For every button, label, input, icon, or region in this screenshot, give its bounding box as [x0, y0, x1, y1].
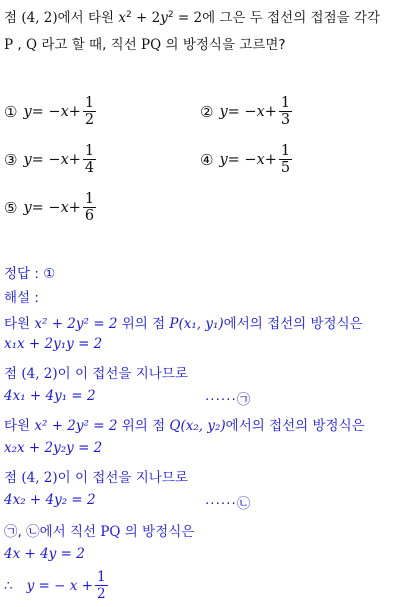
math-var: y: [23, 200, 32, 216]
choice-1[interactable]: [4, 92, 96, 132]
fraction-denominator: 2: [84, 112, 95, 128]
math-var: x: [60, 104, 69, 120]
fraction-denominator: 6: [84, 208, 95, 224]
math-var: x: [256, 152, 265, 168]
point-q: Q(x₂, y₂): [169, 418, 226, 434]
fraction: [83, 192, 96, 224]
problem-text: 의 방정식을 고르면?: [161, 37, 286, 53]
problem-line-1: [4, 6, 380, 26]
solution-text: 타원: [4, 316, 35, 332]
solution-line-4: 4x₁ + 4y₁ = 2: [4, 388, 96, 404]
solution-text: 에서의 접선의 방정식은: [225, 418, 365, 434]
solution-text: 에서의 접선의 방정식은: [223, 316, 363, 332]
solution-line-8: 4x₂ + 4y₂ = 2: [4, 492, 96, 508]
problem-text: 라고 할 때, 직선: [37, 37, 142, 53]
answer-value: ①: [43, 266, 56, 282]
math-op: +: [68, 152, 81, 168]
fraction-numerator: 1: [96, 569, 106, 585]
choice-5[interactable]: [4, 188, 96, 228]
solution-line-3: [4, 362, 188, 382]
line-label-pq: PQ: [100, 524, 121, 540]
math-op: = −: [227, 152, 257, 168]
fraction: [95, 570, 108, 602]
solution-line-7: [4, 466, 188, 486]
given-point: (4, 2): [21, 366, 58, 382]
given-point: (4, 2): [21, 470, 58, 486]
solution-text: 의 방정식은: [120, 524, 195, 540]
math-op: + 2: [131, 10, 161, 26]
math-var: x: [60, 200, 69, 216]
math-var: y: [23, 152, 32, 168]
fraction-denominator: 4: [84, 160, 95, 176]
ellipse-equation: x² + 2y² = 2: [34, 418, 118, 434]
given-point: (4, 2): [21, 10, 58, 26]
final-answer-line: [4, 570, 108, 602]
choice-number: ②: [200, 103, 214, 121]
math-op: = −: [31, 152, 61, 168]
solution-line-2: x₁x + 2y₁y = 2: [4, 336, 103, 352]
exponent: 2: [126, 10, 132, 20]
choice-2[interactable]: [200, 92, 292, 132]
problem-line-2: [4, 33, 286, 53]
choice-4[interactable]: [200, 140, 292, 180]
choice-number: ④: [200, 151, 214, 169]
math-var: x: [256, 104, 265, 120]
fraction: [279, 144, 292, 176]
fraction-numerator: 1: [84, 191, 95, 207]
choice-number: ⑤: [4, 199, 18, 217]
fraction-numerator: 1: [280, 95, 291, 111]
fraction-denominator: 3: [280, 112, 291, 128]
math-op: +: [264, 104, 277, 120]
math-var: y: [23, 104, 32, 120]
therefore-symbol: ∴: [4, 578, 13, 594]
solution-line-1: [4, 312, 363, 332]
solution-line-6: x₂x + 2y₂y = 2: [4, 440, 103, 456]
fraction-denominator: 2: [96, 586, 106, 602]
point-label-p: P: [4, 37, 14, 53]
equation-tag-1: ······㉠: [205, 392, 252, 408]
exponent: 2: [167, 10, 174, 20]
math-var: y: [219, 152, 228, 168]
fraction: [83, 96, 96, 128]
math-op: = −: [31, 104, 61, 120]
choice-number: ③: [4, 151, 18, 169]
solution-line-10: 4x + 4y = 2: [4, 546, 85, 562]
fraction-numerator: 1: [84, 143, 95, 159]
math-var: x: [60, 152, 69, 168]
fraction-numerator: 1: [84, 95, 95, 111]
ellipse-equation: x² + 2y² = 2: [34, 316, 118, 332]
solution-text: ㉠, ㉡에서 직선: [4, 524, 101, 540]
explanation-label: 해설 :: [4, 290, 39, 306]
math-op: = 2: [173, 10, 203, 26]
solution-text: 이 이 접선을 지나므로: [57, 470, 188, 486]
answer-line: [4, 262, 55, 282]
problem-text: 에서 타원: [57, 10, 119, 26]
problem-text: 에 그은 두 접선의 접점을 각각: [202, 10, 381, 26]
solution-text: 위의 점: [117, 418, 170, 434]
solution-text: 위의 점: [117, 316, 170, 332]
solution-text: 점: [4, 366, 22, 382]
problem-text: ,: [13, 37, 26, 53]
math-var: x: [118, 10, 127, 26]
fraction: [279, 96, 292, 128]
solution-text: 타원: [4, 418, 35, 434]
line-label-pq: PQ: [141, 37, 162, 53]
math-op: = −: [227, 104, 257, 120]
fraction-denominator: 5: [280, 160, 291, 176]
solution-text: 점: [4, 470, 22, 486]
math-op: +: [68, 200, 81, 216]
math-var: y: [219, 104, 228, 120]
problem-text: 점: [4, 10, 22, 26]
point-p: P(x₁, y₁): [169, 316, 224, 332]
point-label-q: Q: [25, 37, 38, 53]
final-equation: y = − x +: [26, 578, 93, 594]
math-op: +: [68, 104, 81, 120]
math-op: = −: [31, 200, 61, 216]
answer-label: 정답 :: [4, 266, 44, 282]
solution-text: 이 이 접선을 지나므로: [57, 366, 188, 382]
fraction-numerator: 1: [280, 143, 291, 159]
math-var: y: [160, 10, 168, 26]
solution-line-5: [4, 414, 365, 434]
equation-tag-2: ······㉡: [205, 496, 252, 512]
choice-3[interactable]: [4, 140, 96, 180]
math-op: +: [264, 152, 277, 168]
fraction: [83, 144, 96, 176]
solution-line-9: [4, 520, 194, 540]
choice-number: ①: [4, 103, 18, 121]
